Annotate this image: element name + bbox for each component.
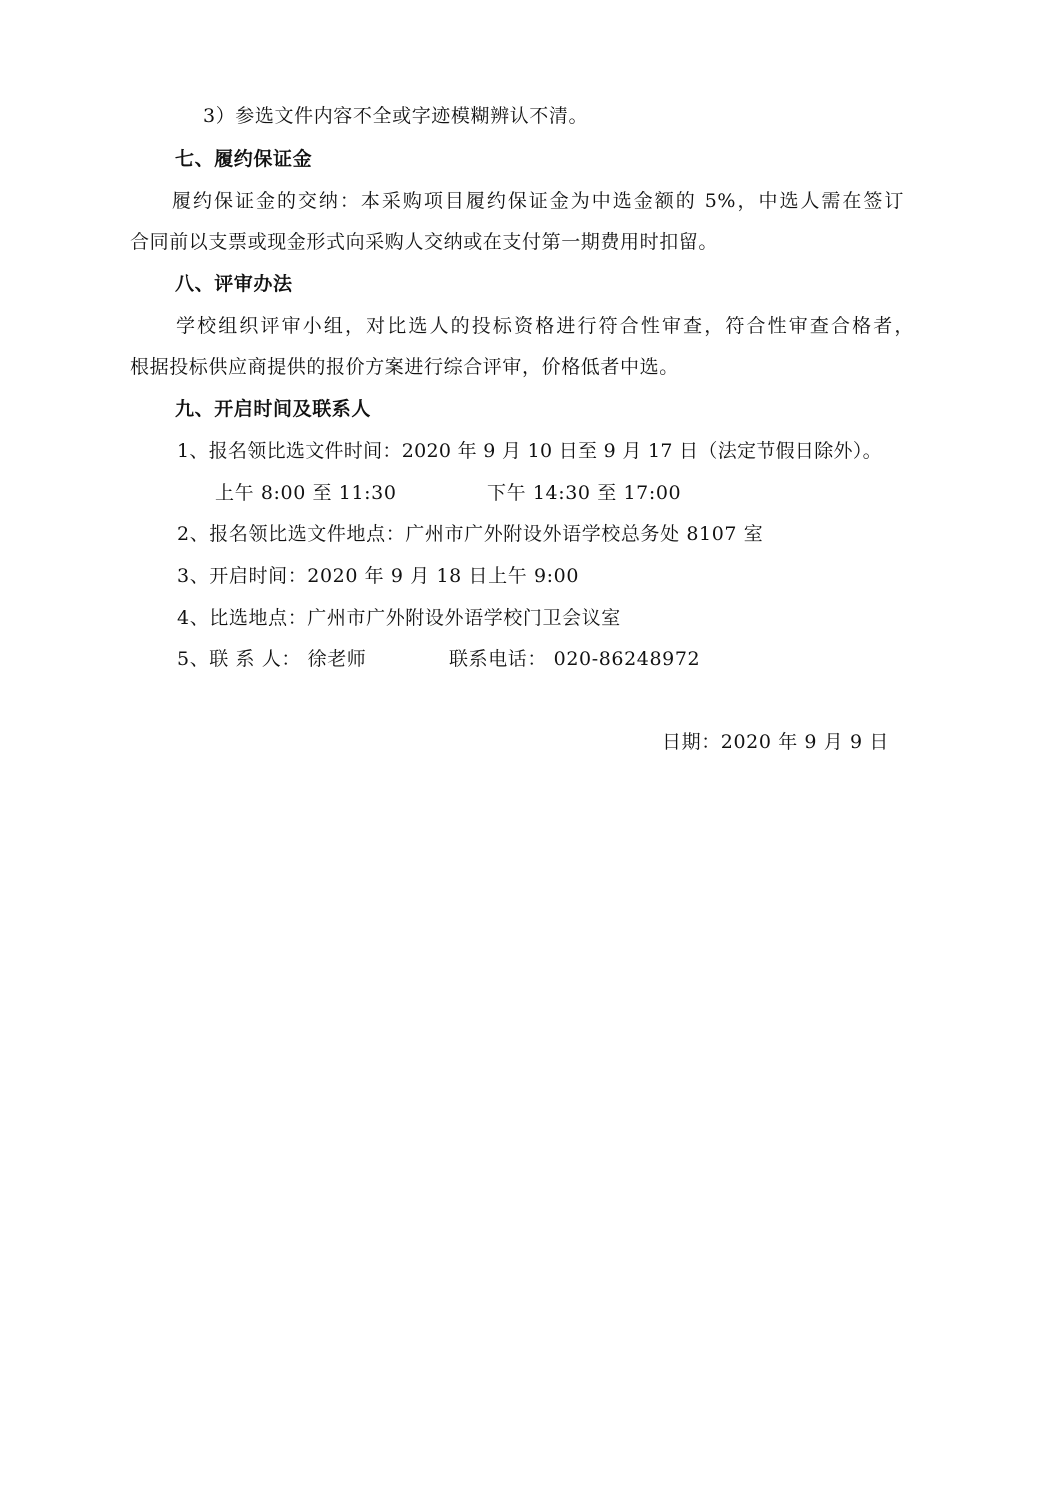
section-9-title: 九、开启时间及联系人 — [175, 398, 372, 420]
section-8-paragraph-line2: 根据投标供应商提供的报价方案进行综合评审，价格低者中选。 — [130, 356, 679, 378]
section-7-title: 七、履约保证金 — [175, 148, 313, 170]
document-date: 日期：2020 年 9 月 9 日 — [662, 731, 889, 753]
section-8-title: 八、评审办法 — [175, 273, 293, 295]
morning-hours: 上午 8:00 至 11:30 — [215, 482, 397, 504]
section-9-item-3: 3、开启时间：2020 年 9 月 18 日上午 9:00 — [177, 565, 580, 587]
contact-person: 5、联 系 人： 徐老师 — [177, 648, 367, 670]
section-9-item-1: 1、报名领比选文件时间：2020 年 9 月 10 日至 9 月 17 日（法定节假日除外）。 — [177, 440, 882, 462]
section-9-item-1-hours — [215, 481, 681, 505]
section-9-item-5 — [177, 647, 700, 671]
section-9-item-4: 4、比选地点：广州市广外附设外语学校门卫会议室 — [177, 607, 621, 629]
contact-phone: 联系电话： 020-86248972 — [449, 648, 701, 670]
item-3-text: 3）参选文件内容不全或字迹模糊辨认不清。 — [203, 105, 589, 127]
afternoon-hours: 下午 14:30 至 17:00 — [487, 482, 682, 504]
section-8-paragraph-line1: 学校组织评审小组，对比选人的投标资格进行符合性审查，符合性审查合格者， — [176, 315, 914, 337]
section-9-item-2: 2、报名领比选文件地点：广州市广外附设外语学校总务处 8107 室 — [177, 523, 764, 545]
section-7-paragraph-line1: 履约保证金的交纳：本采购项目履约保证金为中选金额的 5%，中选人需在签订 — [172, 190, 904, 212]
section-7-paragraph-line2: 合同前以支票或现金形式向采购人交纳或在支付第一期费用时扣留。 — [130, 231, 719, 253]
